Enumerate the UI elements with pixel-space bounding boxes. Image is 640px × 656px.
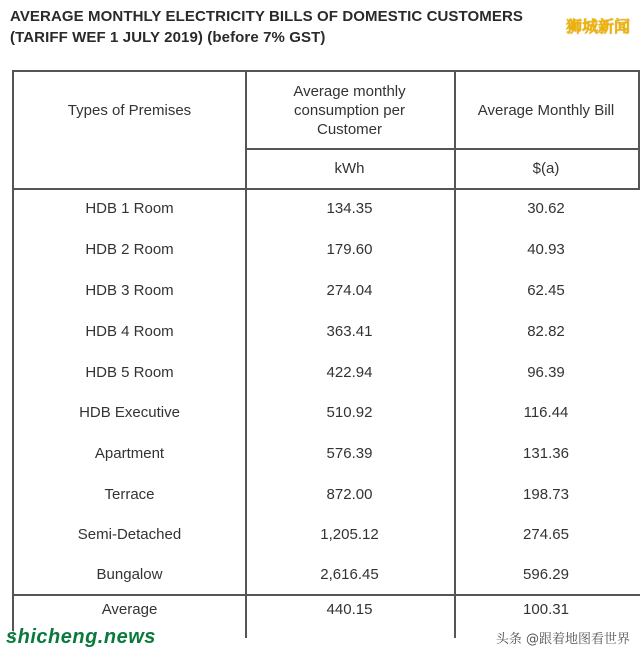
row-kwh: 872.00 <box>326 485 373 503</box>
row-bill: 30.62 <box>527 199 565 217</box>
row-bill: 116.44 <box>523 403 569 421</box>
page-title <box>10 6 540 48</box>
header-consumption: Average monthly consumption per Customer <box>293 82 406 138</box>
row-kwh: 179.60 <box>326 240 373 258</box>
row-premises: HDB 4 Room <box>85 322 174 340</box>
average-kwh: 440.15 <box>326 600 373 618</box>
row-kwh: 1,205.12 <box>320 525 379 543</box>
electricity-bills-table <box>12 70 640 638</box>
column-divider-right <box>638 72 640 188</box>
row-kwh: 422.94 <box>326 363 373 381</box>
watermark-top: 狮城新闻 <box>565 17 630 36</box>
row-kwh: 2,616.45 <box>320 565 379 583</box>
unit-bill: $(a) <box>532 159 560 177</box>
row-kwh: 134.35 <box>326 199 373 217</box>
title-line-1: AVERAGE MONTHLY ELECTRICITY BILLS OF DOMESTIC CUSTOMERS <box>10 8 524 25</box>
row-premises: HDB Executive <box>79 403 180 421</box>
watermark-credit: 头条 @跟着地图看世界 <box>495 632 630 647</box>
row-bill: 274.65 <box>523 525 569 543</box>
row-kwh: 510.92 <box>326 403 373 421</box>
unit-consumption: kWh <box>334 159 365 177</box>
row-bill: 62.45 <box>527 281 565 299</box>
header-bill: Average Monthly Bill <box>477 101 615 119</box>
row-bill: 96.39 <box>527 363 565 381</box>
average-label: Average <box>101 600 158 618</box>
row-bill: 198.73 <box>523 485 569 503</box>
row-premises: HDB 1 Room <box>85 199 174 217</box>
row-premises: Semi-Detached <box>77 525 182 543</box>
row-premises: Bungalow <box>96 565 163 583</box>
row-premises: Terrace <box>104 485 155 503</box>
row-premises: HDB 3 Room <box>85 281 174 299</box>
watermark-bottom: shicheng.news <box>6 626 156 648</box>
row-bill: 131.36 <box>523 444 569 462</box>
row-premises: HDB 5 Room <box>85 363 174 381</box>
row-kwh: 363.41 <box>326 322 373 340</box>
title-line-2: (TARIFF WEF 1 JULY 2019) (before 7% GST) <box>10 29 326 46</box>
average-bill: 100.31 <box>523 600 569 618</box>
row-bill: 40.93 <box>527 240 565 258</box>
row-premises: HDB 2 Room <box>85 240 174 258</box>
row-bill: 596.29 <box>523 565 569 583</box>
header-premises: Types of Premises <box>67 101 192 119</box>
row-kwh: 576.39 <box>326 444 373 462</box>
row-bill: 82.82 <box>527 322 565 340</box>
row-kwh: 274.04 <box>326 281 373 299</box>
row-premises: Apartment <box>94 444 165 462</box>
